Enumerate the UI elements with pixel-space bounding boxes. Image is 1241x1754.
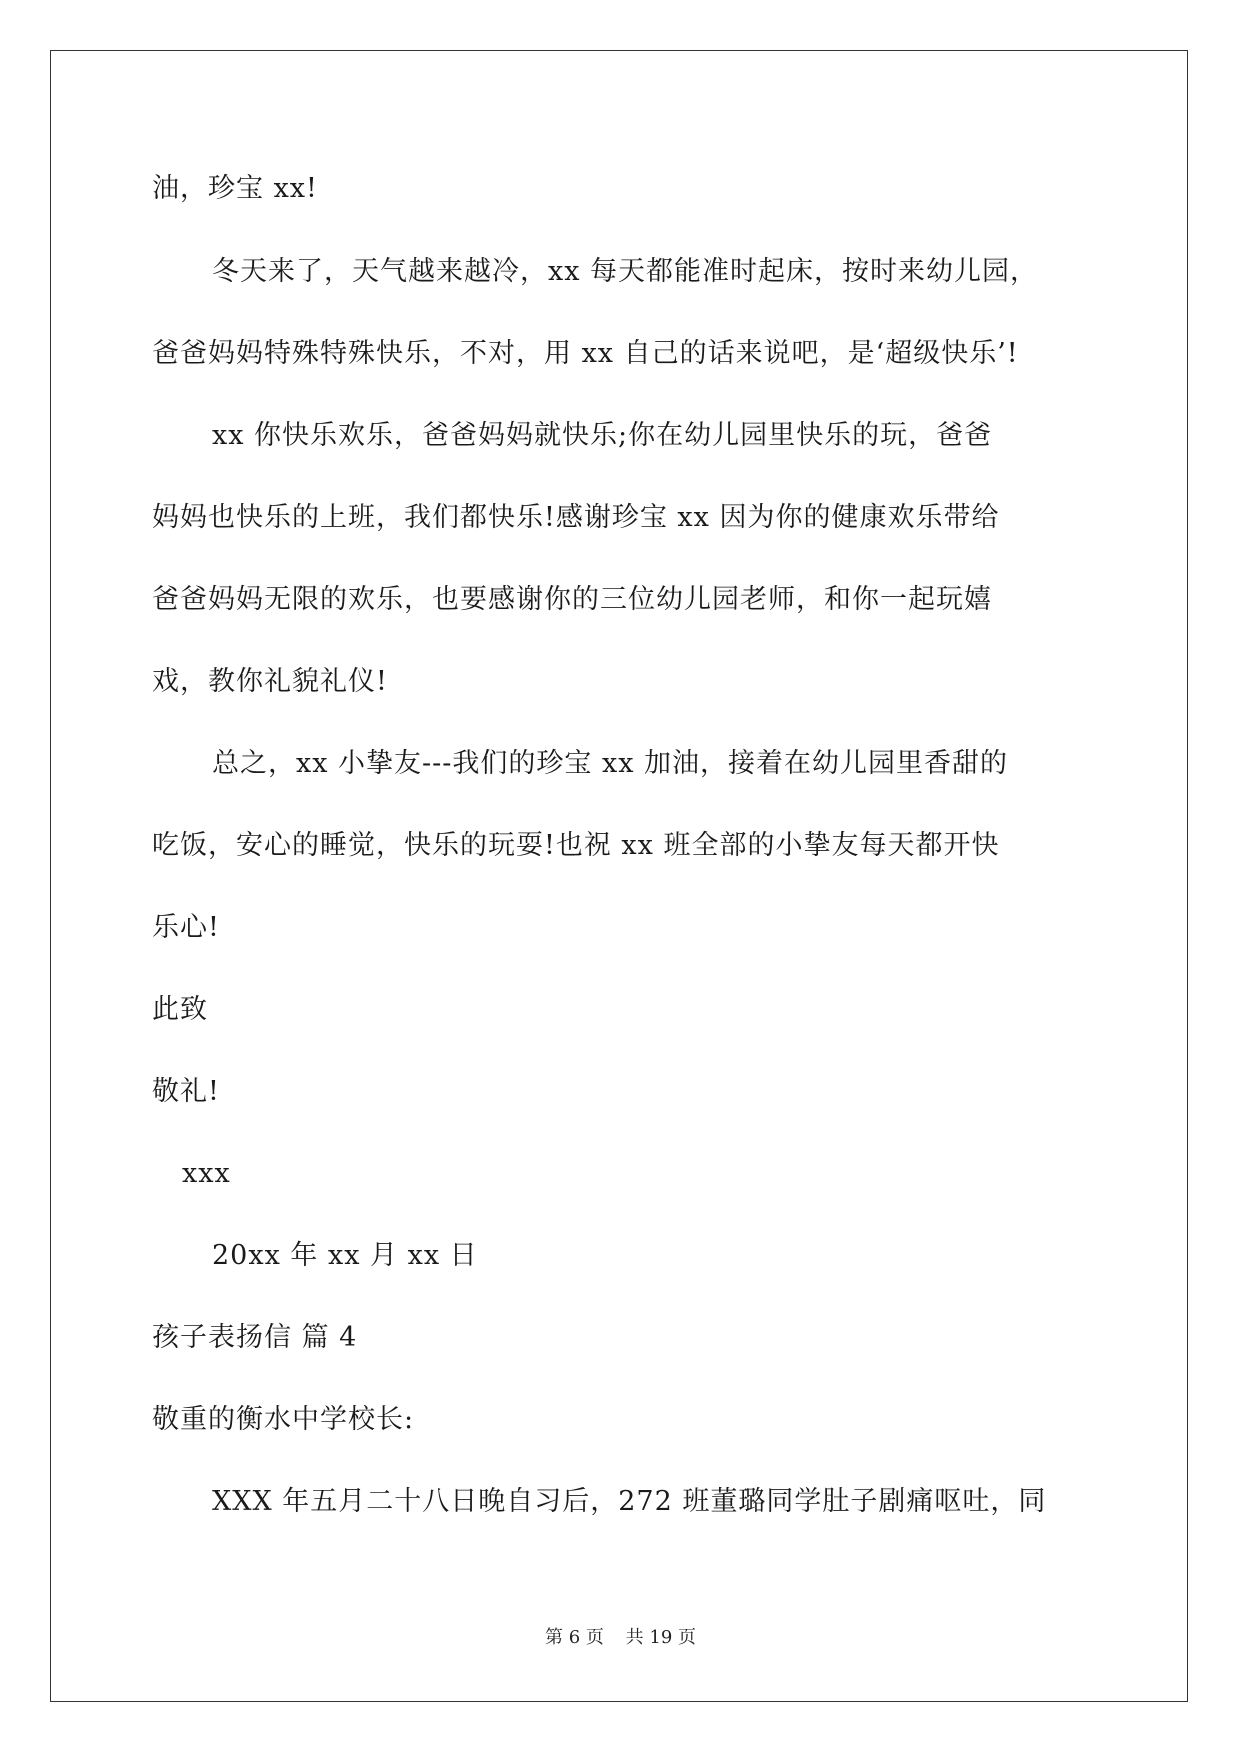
body-line: 妈妈也快乐的上班，我们都快乐!感谢珍宝 xx 因为你的健康欢乐带给 bbox=[152, 502, 1000, 533]
letter-greeting: 敬重的衡水中学校长: bbox=[152, 1404, 415, 1435]
page-number: 第 6 页 bbox=[545, 1627, 604, 1648]
page-footer bbox=[0, 1626, 1241, 1650]
body-line: 戏，教你礼貌礼仪! bbox=[152, 666, 388, 697]
page-border bbox=[50, 50, 1188, 1702]
paragraph-start: 冬天来了，天气越来越冷，xx 每天都能准时起床，按时来幼儿园， bbox=[212, 256, 1039, 287]
paragraph-start: xx 你快乐欢乐，爸爸妈妈就快乐;你在幼儿园里快乐的玩，爸爸 bbox=[212, 420, 993, 451]
body-line: 吃饭，安心的睡觉，快乐的玩耍!也祝 xx 班全部的小挚友每天都开快 bbox=[152, 830, 1000, 861]
paragraph-start: XXX 年五月二十八日晚自习后，272 班董璐同学肚子剧痛呕吐，同 bbox=[212, 1486, 1047, 1517]
paragraph-start: 总之，xx 小挚友---我们的珍宝 xx 加油，接着在幼儿园里香甜的 bbox=[212, 748, 1009, 779]
closing-regards: 敬礼! bbox=[152, 1076, 220, 1107]
body-line: 油，珍宝 xx! bbox=[152, 173, 318, 204]
date-line: 20xx 年 xx 月 xx 日 bbox=[212, 1240, 478, 1271]
closing-salutation: 此致 bbox=[152, 994, 208, 1025]
body-line: 爸爸妈妈无限的欢乐，也要感谢你的三位幼儿园老师，和你一起玩嬉 bbox=[152, 584, 992, 615]
body-line: 乐心! bbox=[152, 912, 220, 943]
signature: xxx bbox=[182, 1158, 231, 1189]
section-heading: 孩子表扬信 篇 4 bbox=[152, 1322, 358, 1353]
page-total: 共 19 页 bbox=[625, 1627, 696, 1648]
body-line: 爸爸妈妈特殊特殊快乐，不对，用 xx 自己的话来说吧，是‘超级快乐’! bbox=[152, 338, 1019, 369]
